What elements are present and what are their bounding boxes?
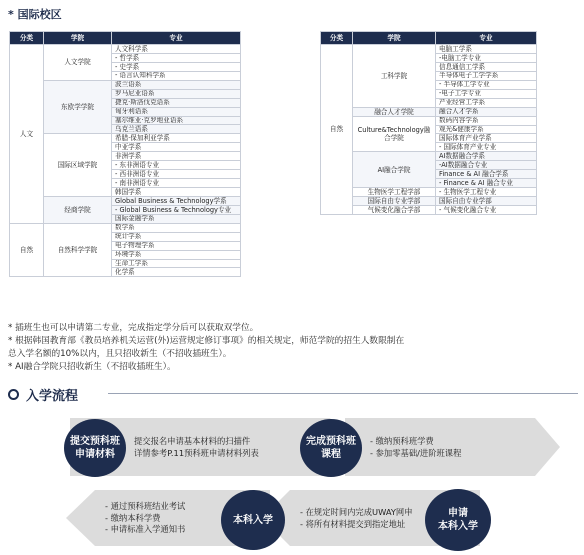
note-line: 总入学名额的10%以内，且只招收新生（不招收插班生）。 bbox=[8, 349, 232, 359]
step-circle-apply: 申请 本科入学 bbox=[425, 489, 491, 551]
note-line: * 插班生也可以申请第二专业，完成指定学分后可以获取双学位。 bbox=[8, 323, 259, 333]
major-cell: - 哲学系 bbox=[112, 53, 241, 62]
major-cell: 波兰语系 bbox=[112, 80, 241, 89]
major-cell: 捷克·斯洛伐克语系 bbox=[112, 98, 241, 107]
note-line: * AI融合学院只招收新生（不招收插班生）。 bbox=[8, 362, 176, 372]
major-cell: 非洲学系 bbox=[112, 152, 241, 161]
header-major: 专业 bbox=[436, 32, 537, 45]
left-department-table bbox=[9, 31, 241, 277]
divider bbox=[108, 393, 578, 394]
major-cell: 中亚学系 bbox=[112, 143, 241, 152]
major-cell: - Global Business & Technology专业 bbox=[112, 205, 241, 214]
major-cell: 半导体电子工学学系 bbox=[436, 71, 537, 80]
header-college: 学院 bbox=[44, 32, 112, 45]
header-category: 分类 bbox=[321, 32, 353, 45]
major-cell: 观光&健康学系 bbox=[436, 125, 537, 134]
major-cell: 乌克兰语系 bbox=[112, 125, 241, 134]
header-category: 分类 bbox=[10, 32, 44, 45]
college-cell: 气候变化融合学部 bbox=[353, 206, 436, 215]
major-cell: - 史学系 bbox=[112, 62, 241, 71]
college-cell: 国际自由专业学部 bbox=[353, 197, 436, 206]
category-cell: 自然 bbox=[321, 45, 353, 215]
table-row bbox=[10, 196, 241, 205]
right-department-table bbox=[320, 31, 537, 215]
major-cell: - 东非洲语专业 bbox=[112, 161, 241, 170]
major-cell: - 语言认知科学系 bbox=[112, 71, 241, 80]
major-cell: 韩国学系 bbox=[112, 188, 241, 197]
college-cell: 东欧学学院 bbox=[44, 80, 112, 134]
table-row bbox=[10, 45, 241, 54]
step-text-apply: - 在规定时间内完成UWAY网申 - 将所有材料提交到指定地址 bbox=[300, 507, 413, 529]
section-title: * 国际校区 bbox=[8, 8, 62, 21]
major-cell: 希腊·保加利亚学系 bbox=[112, 134, 241, 143]
table-row bbox=[10, 134, 241, 143]
college-cell: AI融合学院 bbox=[353, 152, 436, 188]
category-cell: 人文 bbox=[10, 45, 44, 224]
step-text-enroll: - 通过预科班结业考试 - 缴纳本科学费 - 申请标准入学通知书 bbox=[105, 501, 186, 534]
major-cell: 生命工学系 bbox=[112, 259, 241, 268]
major-cell: 环境学系 bbox=[112, 250, 241, 259]
step-text-submit: 提交报名申请基本材料的扫描件 详情参考P.11预科班申请材料列表 bbox=[134, 436, 259, 458]
step-circle-prep-course: 完成预科班 课程 bbox=[300, 419, 362, 477]
major-cell: 产业经营工学系 bbox=[436, 98, 537, 107]
major-cell: 人文科学系 bbox=[112, 45, 241, 54]
college-cell: 工科学院 bbox=[353, 45, 436, 108]
major-cell: 国际金融学系 bbox=[112, 214, 241, 223]
major-cell: 数码内容学系 bbox=[436, 116, 537, 125]
major-cell: - 南非洲语专业 bbox=[112, 179, 241, 188]
college-cell: 融合人才学院 bbox=[353, 107, 436, 116]
major-cell: - 半导体工学专业 bbox=[436, 80, 537, 89]
header-major: 专业 bbox=[112, 32, 241, 45]
major-cell: - 生物医学工程专业 bbox=[436, 188, 537, 197]
table-row bbox=[321, 206, 537, 215]
college-cell: 人文学院 bbox=[44, 45, 112, 81]
major-cell: 信息通信工学系 bbox=[436, 62, 537, 71]
major-cell: AI数据融合学系 bbox=[436, 152, 537, 161]
major-cell: 罗马尼亚语系 bbox=[112, 89, 241, 98]
major-cell: - 国际体育产业专业 bbox=[436, 143, 537, 152]
flow-heading bbox=[8, 385, 78, 404]
major-cell: 数学系 bbox=[112, 223, 241, 232]
table-row bbox=[10, 80, 241, 89]
note-line: * 根据韩国教育部《教员培养机关运营(外)运营规定修订事项》的相关规定，师范学院的招生人数限制在 bbox=[8, 336, 405, 346]
step-circle-enroll: 本科入学 bbox=[221, 490, 285, 550]
major-cell: 匈牙利语系 bbox=[112, 107, 241, 116]
major-cell: -电子工学专业 bbox=[436, 89, 537, 98]
college-cell: 经商学院 bbox=[44, 196, 112, 223]
major-cell: - Finance & AI 融合专业 bbox=[436, 179, 537, 188]
major-cell: 电子物理学系 bbox=[112, 241, 241, 250]
table-row bbox=[321, 107, 537, 116]
step-text-prep-course: - 缴纳预科班学费 - 参加零基础/进阶班课程 bbox=[370, 436, 462, 458]
major-cell: 化学系 bbox=[112, 268, 241, 277]
table-row bbox=[321, 116, 537, 125]
major-cell: Global Business & Technology学系 bbox=[112, 196, 241, 205]
major-cell: -电脑工学专业 bbox=[436, 53, 537, 62]
college-cell: 自然科学学院 bbox=[44, 223, 112, 277]
notes bbox=[8, 322, 404, 374]
major-cell: - 西非洲语专业 bbox=[112, 170, 241, 179]
college-cell: Culture&Technology融合学院 bbox=[353, 116, 436, 152]
table-row bbox=[321, 152, 537, 161]
table-row bbox=[10, 223, 241, 232]
flow-title: 入学流程 bbox=[26, 389, 79, 404]
major-cell: Finance & AI 融合学系 bbox=[436, 170, 537, 179]
step-circle-submit: 提交预科班 申请材料 bbox=[64, 419, 126, 477]
major-cell: -AI数据融合专业 bbox=[436, 161, 537, 170]
table-row bbox=[321, 188, 537, 197]
major-cell: 国际体育产业学系 bbox=[436, 134, 537, 143]
major-cell: 国际自由专业学部 bbox=[436, 197, 537, 206]
ring-icon bbox=[8, 389, 19, 400]
major-cell: 塞尔维亚·克罗地亚语系 bbox=[112, 116, 241, 125]
college-cell: 生物医学工程学部 bbox=[353, 188, 436, 197]
major-cell: 融合人才学系 bbox=[436, 107, 537, 116]
major-cell: - 气候变化融合专业 bbox=[436, 206, 537, 215]
major-cell: 电脑工学系 bbox=[436, 45, 537, 54]
table-row bbox=[321, 197, 537, 206]
college-cell: 国际区域学院 bbox=[44, 134, 112, 197]
major-cell: 统计学系 bbox=[112, 232, 241, 241]
header-college: 学院 bbox=[353, 32, 436, 45]
category-cell: 自然 bbox=[10, 223, 44, 277]
table-row bbox=[321, 45, 537, 54]
